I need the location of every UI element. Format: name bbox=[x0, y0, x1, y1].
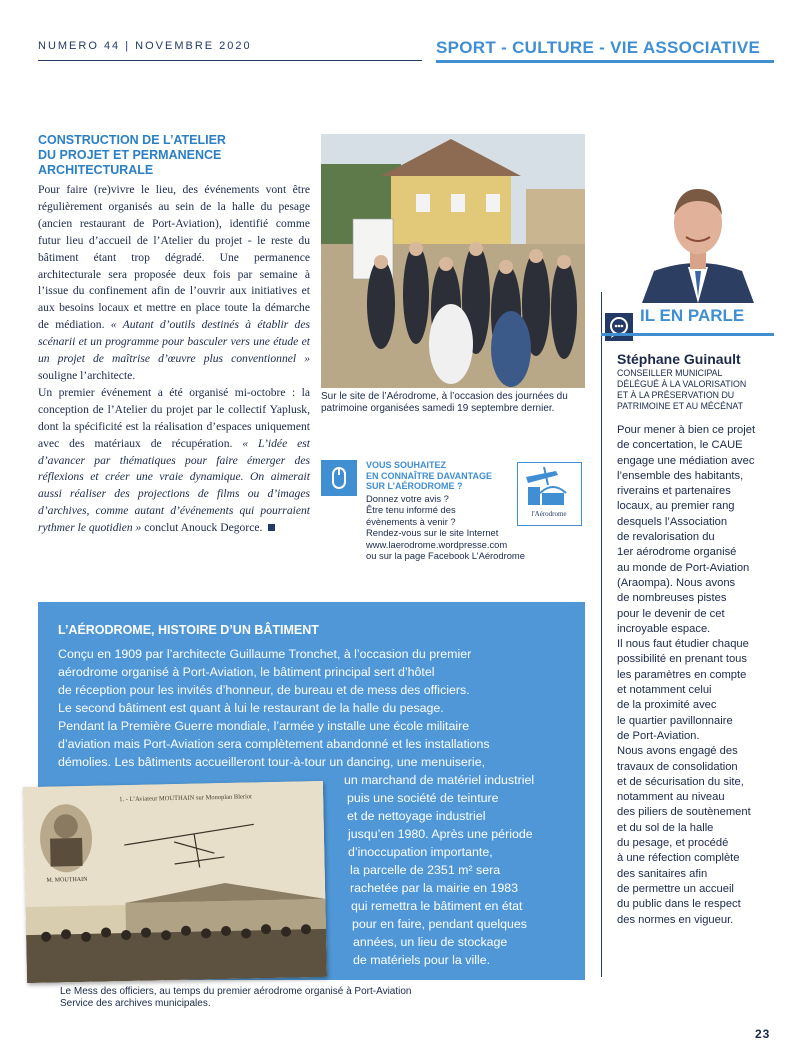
speech-bubble-icon bbox=[605, 313, 633, 341]
quote-line: Il nous faut étudier chaque bbox=[617, 638, 749, 651]
issue-label: NUMERO 44 | NOVEMBRE 2020 bbox=[38, 40, 252, 52]
info-line: Rendez-vous sur le site Internet bbox=[366, 527, 499, 539]
article-quote: « L’idée est d’avancer par thématiques pour faire émerger des réflexions et créer une vraie dynamique. On aimerait aussi réaliser des projections de films ou d’images d’archives, comme autant d’événements qui pourraient rythmer le quotidien » bbox=[38, 436, 310, 535]
info-title-line: SUR L’AÉRODROME ? bbox=[366, 481, 463, 491]
postcard-caption-line: Le Mess des officiers, au temps du premier aérodrome organisé à Port-Aviation bbox=[60, 986, 412, 997]
role-line: PATRIMOINE ET AU MÉCÉNAT bbox=[617, 401, 743, 411]
article-title-line: ARCHITECTURALE bbox=[38, 163, 154, 177]
history-line: rachetée par la mairie en 1983 bbox=[350, 881, 519, 895]
history-title: L’AÉRODROME, HISTOIRE D’UN BÂTIMENT bbox=[58, 623, 319, 637]
quote-line: de Port-Aviation. bbox=[617, 729, 700, 742]
history-line: de matériels pour la ville. bbox=[353, 953, 491, 967]
logo-text: l'Aérodrome bbox=[531, 510, 567, 518]
quote-line: (Araompa). Nous avons bbox=[617, 576, 736, 589]
info-title-line: EN CONNAÎTRE DAVANTAGE bbox=[366, 470, 492, 481]
role-line: DÉLÉGUÉ À LA VALORISATION bbox=[617, 379, 747, 389]
photo-caption: Sur le site de l’Aérodrome, à l’occasion des journées du patrimoine organisées samedi 19 septembre dernier. bbox=[321, 391, 568, 414]
quote-line: Pour mener à bien ce projet bbox=[617, 424, 756, 436]
article-paragraph bbox=[38, 385, 310, 537]
history-line: jusqu’en 1980. Après une période bbox=[348, 827, 533, 841]
quote-line: des sanitaires afin bbox=[617, 867, 708, 880]
quote-line: le quartier pavillonnaire bbox=[617, 714, 733, 727]
info-title bbox=[366, 460, 516, 492]
history-line: d’inoccupation importante, bbox=[348, 845, 493, 859]
page-number: 23 bbox=[755, 1027, 771, 1041]
article-text: souligne l’architecte. bbox=[38, 368, 136, 382]
quote-line: de la proximité avec bbox=[617, 699, 717, 712]
quote-line: riverains et partenaires bbox=[617, 485, 731, 498]
quote-line: et de sécurisation du site, bbox=[617, 775, 744, 788]
postcard-caption bbox=[60, 986, 580, 1010]
quote-line: des normes en vigueur. bbox=[617, 913, 734, 926]
section-title: SPORT - CULTURE - VIE ASSOCIATIVE bbox=[436, 38, 761, 57]
interview-underline bbox=[601, 333, 774, 336]
quote-line: au monde de Port-Aviation bbox=[617, 561, 750, 574]
header-divider bbox=[38, 60, 422, 61]
history-line: Pendant la Première Guerre mondiale, l’armée y installe une école militaire bbox=[58, 719, 470, 733]
quote-line: de concertation, le CAUE bbox=[617, 439, 743, 452]
quote-line: 1er aérodrome organisé bbox=[617, 546, 737, 559]
interview-quote bbox=[617, 423, 777, 928]
postcard-name: M. MOUTHAIN bbox=[46, 876, 88, 884]
website-link[interactable]: www.laerodrome.wordpresse.com bbox=[366, 538, 508, 550]
quote-line: desquels l’Association bbox=[617, 515, 728, 528]
article-text: Un premier événement a été organisé mi-octobre : la conception de l’Atelier du projet par le collectif Yaplusk, dont la spécificité est la réalisation d’espaces uniquement avec des matériaux de récupération. bbox=[38, 385, 310, 450]
info-line: Être tenu informé des bbox=[366, 504, 456, 516]
role-line: CONSEILLER MUNICIPAL bbox=[617, 368, 723, 378]
portrait-photo bbox=[634, 175, 762, 303]
quote-line: à une réfection complète bbox=[617, 852, 740, 865]
history-line: un marchand de matériel industriel bbox=[344, 773, 535, 787]
article-quote: « Autant d’outils destinés à établir des scénarii et un programme pour basculer vers une étude et un projet de maîtrise d’œuvre plus conventionnel » bbox=[38, 318, 310, 366]
history-line: aérodrome organisé à Port-Aviation, le bâtiment principal sert d’hôtel bbox=[58, 665, 435, 679]
person-role bbox=[617, 368, 777, 412]
end-mark bbox=[268, 524, 275, 531]
quote-line: les paramètres en compte bbox=[617, 668, 747, 681]
quote-line: de nombreuses pistes bbox=[617, 592, 727, 605]
quote-line: travaux de consolidation bbox=[617, 760, 738, 773]
postcard-title: 1. - L’Aviateur MOUTHAIN sur Monoplan Bleriot bbox=[119, 793, 253, 804]
history-line: et de nettoyage industriel bbox=[347, 809, 486, 823]
aerodrome-logo bbox=[517, 462, 582, 526]
history-line: démolies. Les bâtiments accueilleront tour-à-tour un dancing, une menuiserie, bbox=[58, 755, 486, 769]
person-name: Stéphane Guinault bbox=[617, 351, 741, 367]
quote-line: et du sol de la halle bbox=[617, 821, 714, 834]
quote-line: engage une médiation avec bbox=[617, 454, 755, 467]
quote-line: de revalorisation du bbox=[617, 531, 715, 544]
quote-line: Nous avons engagé des bbox=[617, 745, 738, 758]
quote-line: pour le devenir de cet bbox=[617, 607, 725, 620]
history-line: qui remettra le bâtiment en état bbox=[351, 899, 523, 913]
history-line: Conçu en 1909 par l’architecte Guillaume Tronchet, à l’occasion du premier bbox=[58, 647, 472, 661]
interview-heading: IL EN PARLE bbox=[640, 306, 745, 325]
event-photo bbox=[321, 134, 585, 388]
info-line: Donnez votre avis ? bbox=[366, 493, 449, 504]
quote-line: du pesage, et procédé bbox=[617, 837, 729, 850]
mouse-icon bbox=[321, 460, 357, 496]
history-line: la parcelle de 2351 m² sera bbox=[350, 863, 501, 877]
info-line: évènements à venir ? bbox=[366, 515, 456, 527]
quote-line: incroyable espace. bbox=[617, 622, 711, 635]
column-divider bbox=[601, 292, 602, 977]
article-title bbox=[38, 133, 308, 178]
quote-line: locaux, au premier rang bbox=[617, 500, 735, 513]
history-line: années, un lieu de stockage bbox=[353, 935, 508, 949]
postcard-caption-line: Service des archives municipales. bbox=[60, 998, 211, 1009]
article-title-line: DU PROJET ET PERMANENCE bbox=[38, 148, 222, 162]
section-underline bbox=[436, 60, 774, 63]
role-line: ET À LA PRÉSERVATION DU bbox=[617, 390, 735, 400]
history-line: d’aviation mais Port-Aviation sera complètement abandonné et les installations bbox=[58, 737, 490, 751]
quote-line: notamment au niveau bbox=[617, 791, 725, 804]
article-text: Pour faire (re)vivre le lieu, des événements vont être régulièrement organisés au sein de la halle du pesage (ancien restaurant de Port-Aviation), identifié comme futur lieu d’accueil de l’Atelier du projet - le reste du bâtiment étant trop dégradé. Une permanence architecturale sera proposée deux fois par semaine à l’issue du confinement afin de l’ouvrir aux initiatives et aux besoins locaux et mettre en place toute la démarche de médiation. bbox=[38, 183, 310, 332]
info-title-line: VOUS SOUHAITEZ bbox=[366, 460, 447, 470]
quote-line: des piliers de soutènement bbox=[617, 806, 751, 819]
history-line: Le second bâtiment est quant à lui le restaurant de la halle du pesage. bbox=[58, 701, 444, 715]
article-title-line: CONSTRUCTION DE L’ATELIER bbox=[38, 133, 226, 147]
quote-line: du public dans le respect bbox=[617, 898, 741, 911]
history-line: puis une société de teinture bbox=[347, 791, 499, 805]
quote-line: possibilité en prenant tous bbox=[617, 653, 747, 666]
history-line: de réception pour les invités d’honneur, de bureau et de mess des officiers. bbox=[58, 683, 470, 697]
article-paragraph bbox=[38, 182, 310, 385]
quote-line: de permettre un accueil bbox=[617, 882, 734, 895]
quote-line: l’ensemble des habitants, bbox=[617, 469, 744, 482]
historic-postcard bbox=[23, 781, 327, 983]
facebook-link[interactable]: ou sur la page Facebook L’Aérodrome bbox=[366, 550, 525, 562]
article-body bbox=[38, 182, 310, 537]
history-line: pour en faire, pendant quelques bbox=[352, 917, 527, 931]
article-text: conclut Anouck Degorce. bbox=[141, 521, 263, 535]
quote-line: et notamment celui bbox=[617, 684, 712, 697]
